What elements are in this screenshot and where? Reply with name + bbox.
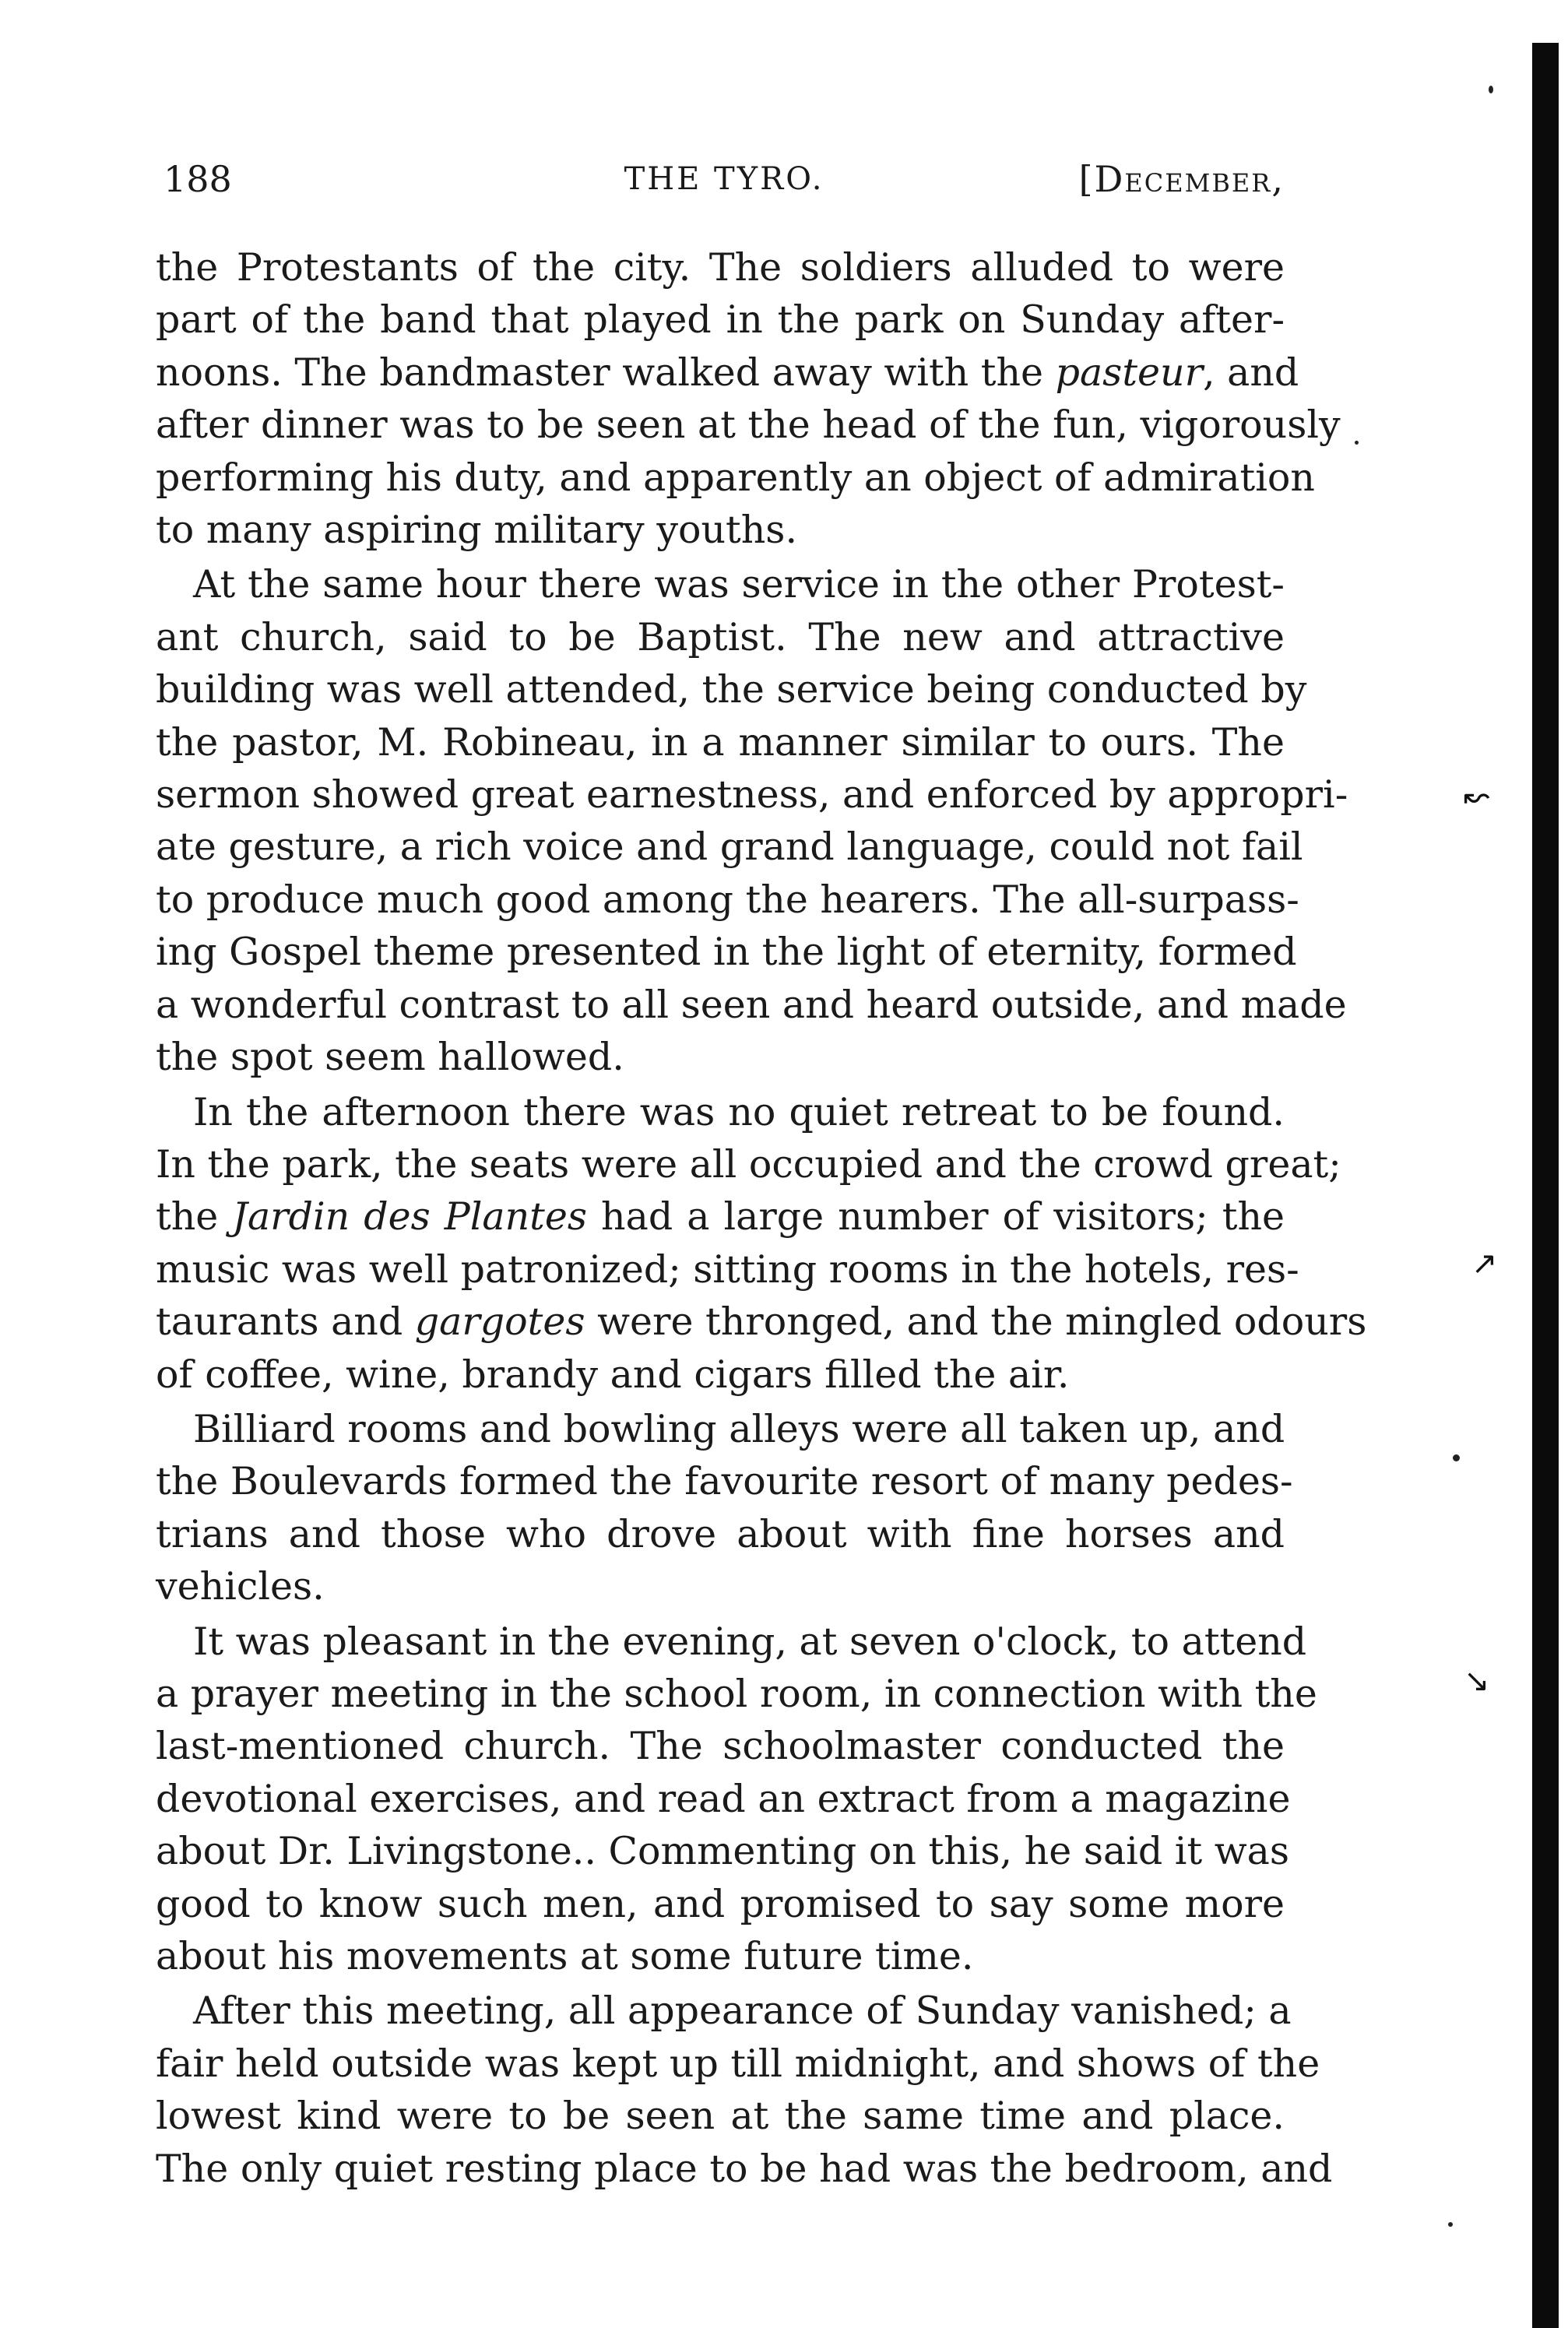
text-line: music was well patronized; sitting rooms in the hotels, res- — [156, 1247, 1299, 1292]
text-line: the pastor, M. Robineau, in a manner similar to ours. The — [156, 719, 1285, 765]
text-line: sermon showed great earnestness, and enforced by appropri- — [156, 772, 1348, 818]
text-line: fair held outside was kept up till midnight, and shows of the — [156, 2041, 1320, 2086]
margin-arrow-icon: ↜ — [1464, 779, 1490, 814]
italic-term: pasteur — [1055, 350, 1203, 395]
text-line: After this meeting, all appearance of Sunday vanished; a — [193, 1989, 1292, 2034]
text-line: a prayer meeting in the school room, in connection with the — [156, 1671, 1317, 1716]
text-line: to many aspiring military youths. — [156, 508, 798, 553]
margin-arrow-icon: ↗ — [1471, 1246, 1498, 1282]
scan-speck — [1355, 441, 1359, 445]
journal-title: THE TYRO. — [624, 161, 824, 197]
text-line: last-mentioned church. The schoolmaster conducted the — [156, 1724, 1285, 1769]
text-line: Billiard rooms and bowling alleys were all taken up, and — [193, 1406, 1285, 1451]
scan-speck — [1448, 2222, 1453, 2227]
text-line: performing his duty, and apparently an object of admiration — [156, 455, 1315, 500]
text-line: after dinner was to be seen at the head of the fun, vigorously — [156, 403, 1341, 448]
paragraph — [156, 1616, 1317, 1983]
text-line: a wonderful contrast to all seen and heard outside, and made — [156, 982, 1347, 1027]
text-line: about Dr. Livingstone.. Commenting on this, he said it was — [156, 1829, 1290, 1874]
paragraph — [156, 558, 1348, 1083]
text-line: trians and those who drove about with fine horses and — [156, 1511, 1285, 1556]
text-line: In the afternoon there was no quiet retreat to be found. — [193, 1089, 1285, 1134]
text-line: ate gesture, a rich voice and grand language, could not fail — [156, 825, 1303, 870]
text-line: building was well attended, the service being conducted by — [156, 667, 1307, 712]
text-line: taurants and gargotes were thronged, and the mingled odours — [156, 1299, 1367, 1345]
text-line: the spot seem hallowed. — [156, 1035, 624, 1080]
running-header — [163, 156, 1285, 202]
body-text — [156, 241, 1367, 2197]
italic-term: Jardin des Plantes — [232, 1194, 588, 1240]
running-head-month: [December, — [1078, 158, 1285, 200]
text-line: devotional exercises, and read an extract from a magazine — [156, 1776, 1291, 1821]
margin-arrow-icon: ↘ — [1464, 1663, 1490, 1699]
paragraph — [156, 241, 1341, 556]
scan-speck — [1453, 1454, 1460, 1461]
page-edge-border — [1532, 43, 1559, 2328]
text-line: ing Gospel theme presented in the light of eternity, formed — [156, 930, 1297, 975]
text-line: At the same hour there was service in the other Protest- — [193, 562, 1285, 607]
text-line: It was pleasant in the evening, at seven o'clock, to attend — [193, 1619, 1307, 1664]
text-line: the Jardin des Plantes had a large number of visitors; the — [156, 1194, 1285, 1240]
text-line: about his movements at some future time. — [156, 1934, 974, 1978]
paragraph — [156, 1985, 1333, 2195]
text-line: to produce much good among the hearers. The all-surpass- — [156, 877, 1299, 922]
text-line: the Boulevards formed the favourite resort of many pedes- — [156, 1459, 1293, 1504]
italic-term: gargotes — [414, 1299, 585, 1345]
text-line: vehicles. — [156, 1564, 325, 1609]
text-line: the Protestants of the city. The soldiers alluded to were — [156, 245, 1285, 290]
text-line: ant church, said to be Baptist. The new and attractive — [156, 614, 1285, 659]
scan-speck — [1489, 86, 1493, 93]
text-line: lowest kind were to be seen at the same time and place. — [156, 2094, 1285, 2139]
text-line: of coffee, wine, brandy and cigars filled the air. — [156, 1352, 1070, 1397]
text-line: good to know such men, and promised to say some more — [156, 1881, 1285, 1926]
text-line: noons. The bandmaster walked away with the pasteur, and — [156, 350, 1299, 395]
paragraph — [156, 1086, 1367, 1401]
text-line: In the park, the seats were all occupied and the crowd great; — [156, 1141, 1341, 1187]
text-line: The only quiet resting place to be had was the bedroom, and — [156, 2146, 1333, 2191]
paragraph — [156, 1403, 1293, 1613]
page-number: 188 — [163, 158, 232, 200]
text-line: part of the band that played in the park on Sunday after- — [156, 297, 1285, 343]
